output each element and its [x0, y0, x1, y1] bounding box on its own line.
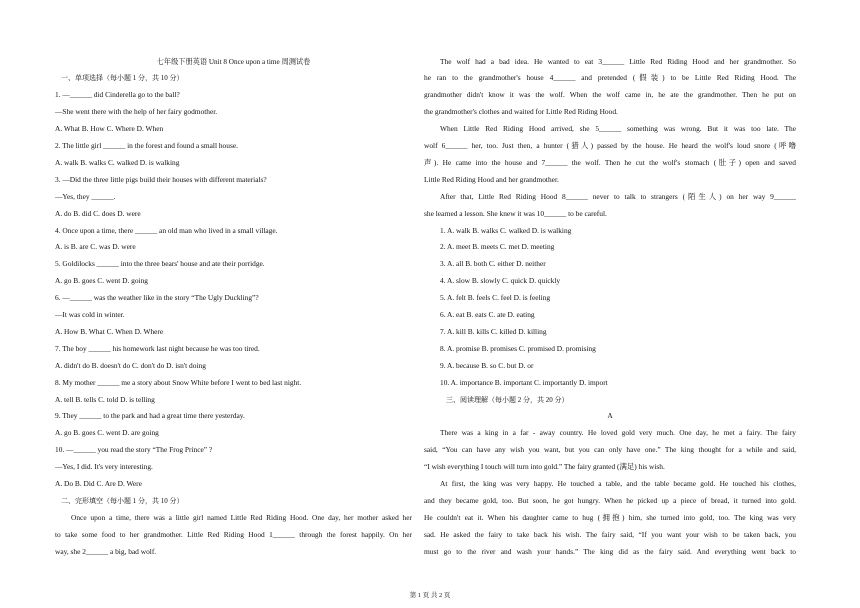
passage-line: Once upon a time, there was a little girl named Little Red Riding Hood. One day, her mother asked her	[71, 513, 412, 522]
passage-line: When Little Red Riding Hood arrived, she 5______ something was wrong. But it was too late. The	[440, 124, 796, 133]
section1-heading: 一、单项选择（每小题 1 分，共 10 分）	[61, 74, 184, 82]
option-line: 8. A. promise B. promises C. promised D. promising	[440, 344, 596, 353]
passage-line: and they became gold, too. But soon, he got hungry. When he picked up a piece of bread, it turned into gold.	[424, 496, 796, 505]
option-line: 5. A. felt B. feels C. feel D. is feeling	[440, 293, 551, 302]
question-line: —Yes, they ______.	[55, 192, 116, 201]
question-line: 9. They ______ to the park and had a great time there yesterday.	[55, 411, 245, 420]
question-line: A. What B. How C. Where D. When	[55, 124, 164, 133]
question-line: 10. —______ you read the story “The Frog Prince” ?	[55, 445, 213, 454]
passage-line: must go to the river and wash your hands.” The king did as the fairy said. And everything went back to	[424, 547, 796, 556]
question-line: 8. My mother ______ me a story about Snow White before I went to bed last night.	[55, 378, 302, 387]
passage-label: A	[607, 411, 613, 420]
section2-heading: 二、完形填空（每小题 1 分，共 10 分）	[61, 497, 184, 505]
question-line: A. How B. What C. When D. Where	[55, 327, 164, 336]
question-line: A. do B. did C. does D. were	[55, 209, 141, 218]
question-line: 7. The boy ______ his homework last night because he was too tired.	[55, 344, 260, 353]
question-line: 6. —______ was the weather like in the story “The Ugly Duckling”?	[55, 293, 259, 302]
question-line: 2. The little girl ______ in the forest and found a small house.	[55, 141, 238, 150]
question-line: 1. —______ did Cinderella go to the ball?	[55, 90, 180, 99]
option-line: 4. A. slow B. slowly C. quick D. quickly	[440, 276, 561, 285]
passage-line: He couldn't eat it. When his daughter came to hug (拥抱) him, she turned into gold, too. The king was very	[424, 513, 796, 522]
option-line: 10. A. importance B. important C. importantly D. import	[440, 378, 608, 387]
option-line: 2. A. meet B. meets C. met D. meeting	[440, 242, 555, 251]
passage-line: grandmother didn't know it was the wolf. When the wolf came in, he ate the grandmother. Then he put on	[424, 90, 796, 99]
section3-heading: 三、阅读理解（每小题 2 分，共 20 分）	[446, 396, 569, 404]
passage-line: The wolf had a bad idea. He wanted to eat 3______ Little Red Riding Hood and her grandmother. So	[440, 57, 796, 66]
passage-line: to take some food to her grandmother. Little Red Riding Hood 1______ through the forest happily. On her	[55, 530, 412, 539]
option-line: 6. A. eat B. eats C. ate D. eating	[440, 310, 535, 319]
passage-line: she learned a lesson. She knew it was 10______ to be careful.	[424, 209, 607, 218]
passage-line: sad. He asked the fairy to take back his wish. The fairy said, “If you want your wish to be taken back, you	[424, 530, 796, 539]
passage-line: the grandmother's clothes and waited for Little Red Riding Hood.	[424, 107, 618, 116]
question-line: 3. —Did the three little pigs build their houses with different materials?	[55, 175, 267, 184]
passage-line: said, “You can have any wish you want, but you can only have one.” The king thought for a while and said,	[424, 445, 796, 454]
question-line: A. Do B. Did C. Are D. Were	[55, 479, 142, 488]
question-line: A. go B. goes C. went D. are going	[55, 428, 159, 437]
option-line: 7. A. kill B. kills C. killed D. killing	[440, 327, 547, 336]
option-line: 3. A. all B. both C. either D. neither	[440, 259, 546, 268]
passage-line: “I wish everything I touch will turn into gold.” The fairy granted (满足) his wish.	[424, 462, 665, 471]
question-line: A. tell B. tells C. told D. is telling	[55, 395, 155, 404]
passage-line: There was a king in a far - away country. He loved gold very much. One day, he met a fairy. The fairy	[440, 428, 796, 437]
passage-line: After that, Little Red Riding Hood 8______ never to talk to strangers (陌生人) on her way 9______	[440, 192, 796, 201]
passage-line: Little Red Riding Hood and her grandmother.	[424, 175, 559, 184]
passage-line: way, she 2______ a big, bad wolf.	[55, 547, 157, 556]
question-line: 4. Once upon a time, there ______ an old man who lived in a small village.	[55, 226, 278, 235]
passage-line: he ran to the grandmother's house 4______ and pretended (假装) to be Little Red Riding Hood. The	[424, 73, 796, 82]
passage-line: At first, the king was very happy. He touched a table, and the table became gold. He touched his clothes,	[440, 479, 796, 488]
passage-line: 声). He came into the house and 7______ the wolf. Then he cut the wolf's stomach (肚子) open and saved	[424, 158, 796, 167]
question-line: —Yes, I did. It's very interesting.	[55, 462, 153, 471]
option-line: 1. A. walk B. walks C. walked D. is walking	[440, 226, 572, 235]
page-footer: 第 1 页 共 2 页	[409, 592, 451, 599]
question-line: —It was cold in winter.	[55, 310, 125, 319]
question-line: A. walk B. walks C. walked D. is walking	[55, 158, 180, 167]
option-line: 9. A. because B. so C. but D. or	[440, 361, 534, 370]
passage-line: wolf 6______ her, too. Just then, a hunter (猎人) passed by the house. He heard the wolf's loud snore (呼噜	[424, 141, 796, 150]
question-line: —She went there with the help of her fairy godmother.	[55, 107, 218, 116]
page-title: 七年级下册英语 Unit 8 Once upon a time 周测试卷	[156, 58, 311, 66]
question-line: A. go B. goes C. went D. going	[55, 276, 148, 285]
question-line: A. is B. are C. was D. were	[55, 242, 136, 251]
question-line: 5. Goldilocks ______ into the three bears' house and ate their porridge.	[55, 259, 265, 268]
question-line: A. didn't do B. doesn't do C. don't do D. isn't doing	[55, 361, 206, 370]
